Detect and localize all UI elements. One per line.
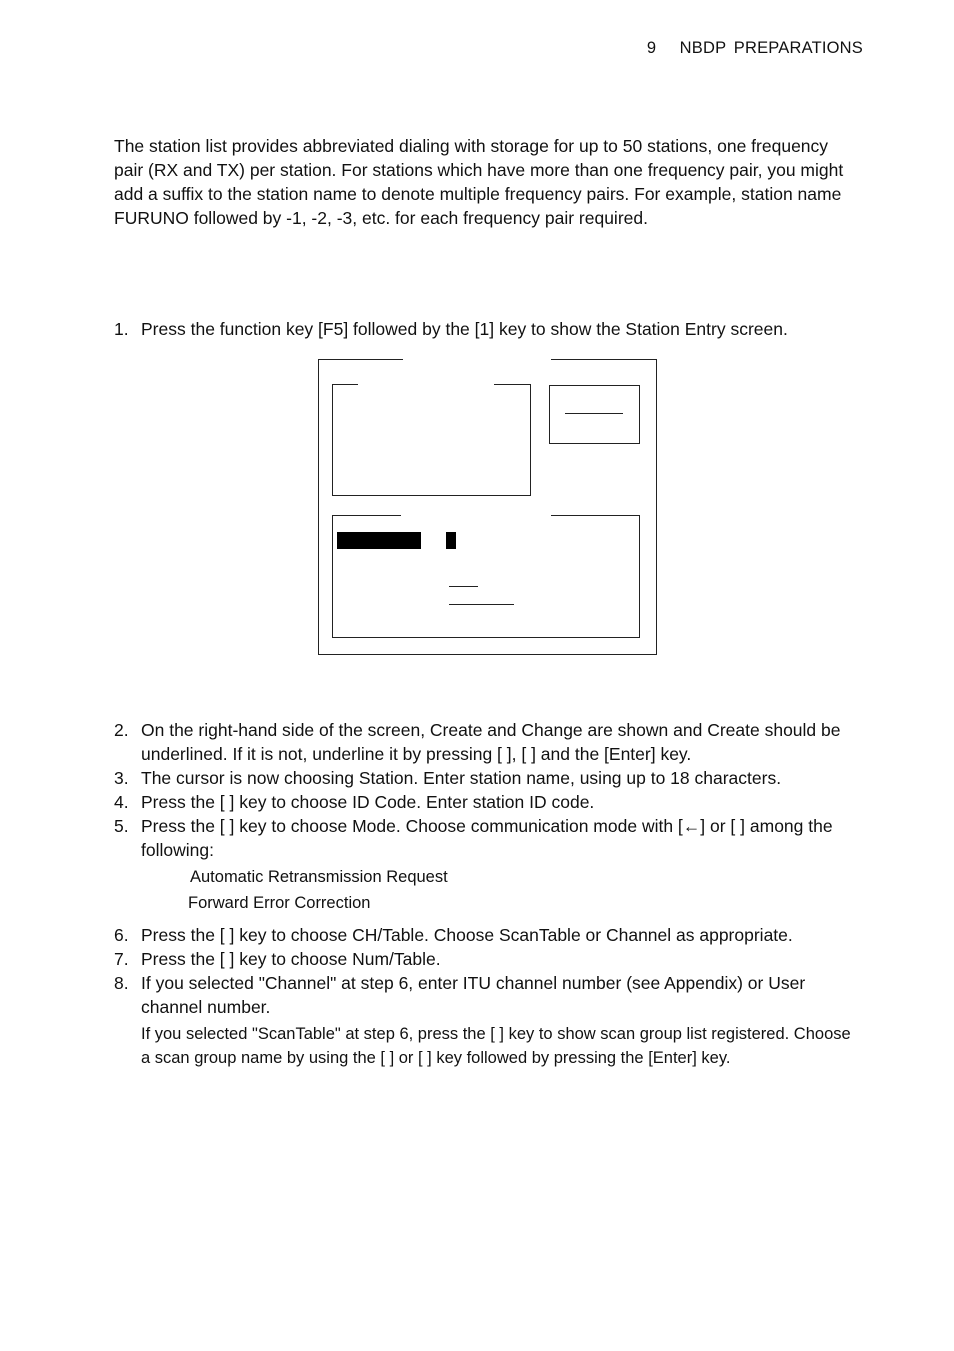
chapter-number: 9 (646, 39, 657, 57)
create-underline (565, 413, 623, 414)
step-text: Press the [ ] key to choose Num/Table. (141, 949, 441, 969)
entry-form-title-gap (401, 514, 551, 517)
channel-value-underline (449, 604, 514, 605)
step-text: Press the [ ] key to choose ID Code. Enter station ID code. (141, 792, 595, 812)
step-text: Press the [ ] key to choose CH/Table. Choose ScanTable or Channel as appropriate. (141, 925, 793, 945)
chapter-title: NBDP PREPARATIONS (679, 39, 863, 57)
screen-title-gap (403, 358, 551, 361)
mode-value-underline (449, 586, 478, 587)
step-text: Press the [ ] key to choose Mode. Choose communication mode with [←] or [ ] among the following: (141, 816, 833, 860)
step-number: 5. (114, 816, 129, 836)
step-text: If you selected "Channel" at step 6, enter ITU channel number (see Appendix) or User channel number. (141, 973, 806, 1017)
step-number: 1. (114, 319, 129, 339)
step-number: 2. (114, 720, 129, 740)
page-header (647, 39, 863, 58)
step-text: On the right-hand side of the screen, Create and Change are shown and Create should be underlined. If it is not, underline it by pressing [ ], [ ] and the [Enter] key. (141, 720, 841, 764)
step-text: Press the function key [F5] followed by the [1] key to show the Station Entry screen. (141, 319, 788, 339)
step-number: 3. (114, 768, 129, 788)
step-number: 8. (114, 973, 129, 993)
intro-paragraph: The station list provides abbreviated dialing with storage for up to 50 stations, one frequency pair (RX and TX) per station. For stations which have more than one frequency pair, you might add a suffix to the station name to denote multiple frequency pairs. For example, station name FURUNO followed by -1, -2, -3, etc. for each frequency pair required. (114, 136, 844, 228)
step-text: The cursor is now choosing Station. Enter station name, using up to 18 characters. (141, 768, 782, 788)
step-number: 6. (114, 925, 129, 945)
station-entry-screen-figure (318, 359, 657, 655)
step-number: 4. (114, 792, 129, 812)
mode-option-arq: Automatic Retransmission Request (190, 868, 448, 886)
station-list-title-gap (358, 383, 494, 386)
create-change-panel (549, 385, 640, 444)
mode-option-fec: Forward Error Correction (188, 894, 371, 912)
step-number: 7. (114, 949, 129, 969)
station-field-highlight (337, 532, 421, 549)
step-8-note: If you selected "ScanTable" at step 6, press the [ ] key to show scan group list registered. Choose a scan group name by using the [ ] or [ ] key followed by pressing the [Enter] key. (141, 1025, 851, 1067)
text-cursor (446, 532, 456, 549)
station-list-panel (332, 384, 531, 496)
